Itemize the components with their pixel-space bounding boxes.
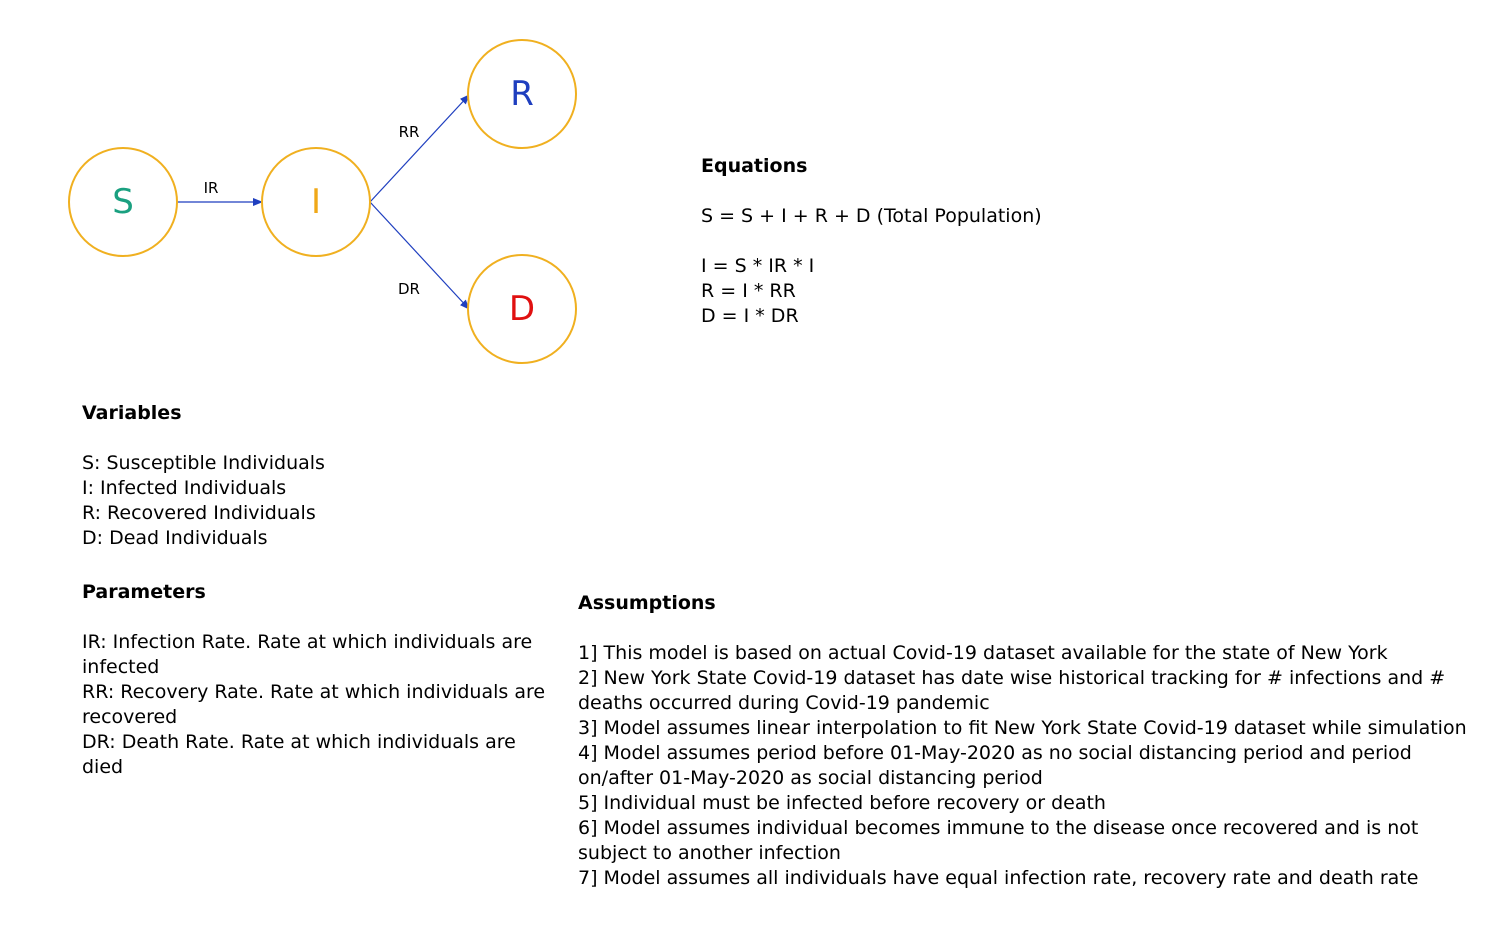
parameter-item: IR: Infection Rate. Rate at which individuals are infected (82, 631, 533, 678)
assumption-item: 7] Model assumes all individuals have equal infection rate, recovery rate and death rate (578, 867, 1419, 889)
variable-item: D: Dead Individuals (82, 527, 268, 549)
edge-label-rr: RR (398, 123, 420, 141)
variable-item: S: Susceptible Individuals (82, 452, 325, 474)
variable-item: R: Recovered Individuals (82, 502, 316, 524)
assumption-item: 4] Model assumes period before 01-May-2020 as no social distancing period and period on/after 01-May-2020 as social distancing period (578, 742, 1412, 789)
variable-item: I: Infected Individuals (82, 477, 287, 499)
node-r (468, 40, 576, 148)
variables-section (82, 401, 325, 551)
edge-i-to-r (370, 95, 469, 202)
equation-line: I = S * IR * I (701, 255, 815, 277)
variables-title: Variables (82, 402, 182, 424)
assumption-item: 1] This model is based on actual Covid-19 dataset available for the state of New York (578, 642, 1388, 664)
parameter-item: DR: Death Rate. Rate at which individuals are died (82, 731, 516, 778)
parameters-title: Parameters (82, 581, 206, 603)
assumption-item: 5] Individual must be infected before recovery or death (578, 792, 1106, 814)
assumption-item: 3] Model assumes linear interpolation to fit New York State Covid-19 dataset while simulation (578, 717, 1467, 739)
node-i (262, 148, 370, 256)
equation-line: R = I * RR (701, 280, 796, 302)
node-d-label: D (508, 289, 536, 329)
equations-title: Equations (701, 155, 808, 177)
equation-line: D = I * DR (701, 305, 799, 327)
equation-total: S = S + I + R + D (Total Population) (701, 205, 1042, 227)
equations-section (701, 154, 1042, 329)
parameters-section (82, 580, 552, 780)
assumption-item: 6] Model assumes individual becomes immune to the disease once recovered and is not subject to another infection (578, 817, 1419, 864)
node-i-label: I (310, 182, 322, 222)
assumption-item: 2] New York State Covid-19 dataset has date wise historical tracking for # infections and # deaths occurred during Covid-19 pandemic (578, 667, 1446, 714)
node-s-label: S (112, 182, 134, 222)
edge-label-dr: DR (398, 280, 420, 298)
assumptions-section (578, 591, 1478, 891)
node-r-label: R (510, 74, 534, 114)
node-d (468, 255, 576, 363)
assumptions-title: Assumptions (578, 592, 716, 614)
sird-flow-diagram (0, 0, 640, 380)
edge-label-ir: IR (203, 179, 219, 197)
node-s (69, 148, 177, 256)
parameter-item: RR: Recovery Rate. Rate at which individuals are recovered (82, 681, 546, 728)
